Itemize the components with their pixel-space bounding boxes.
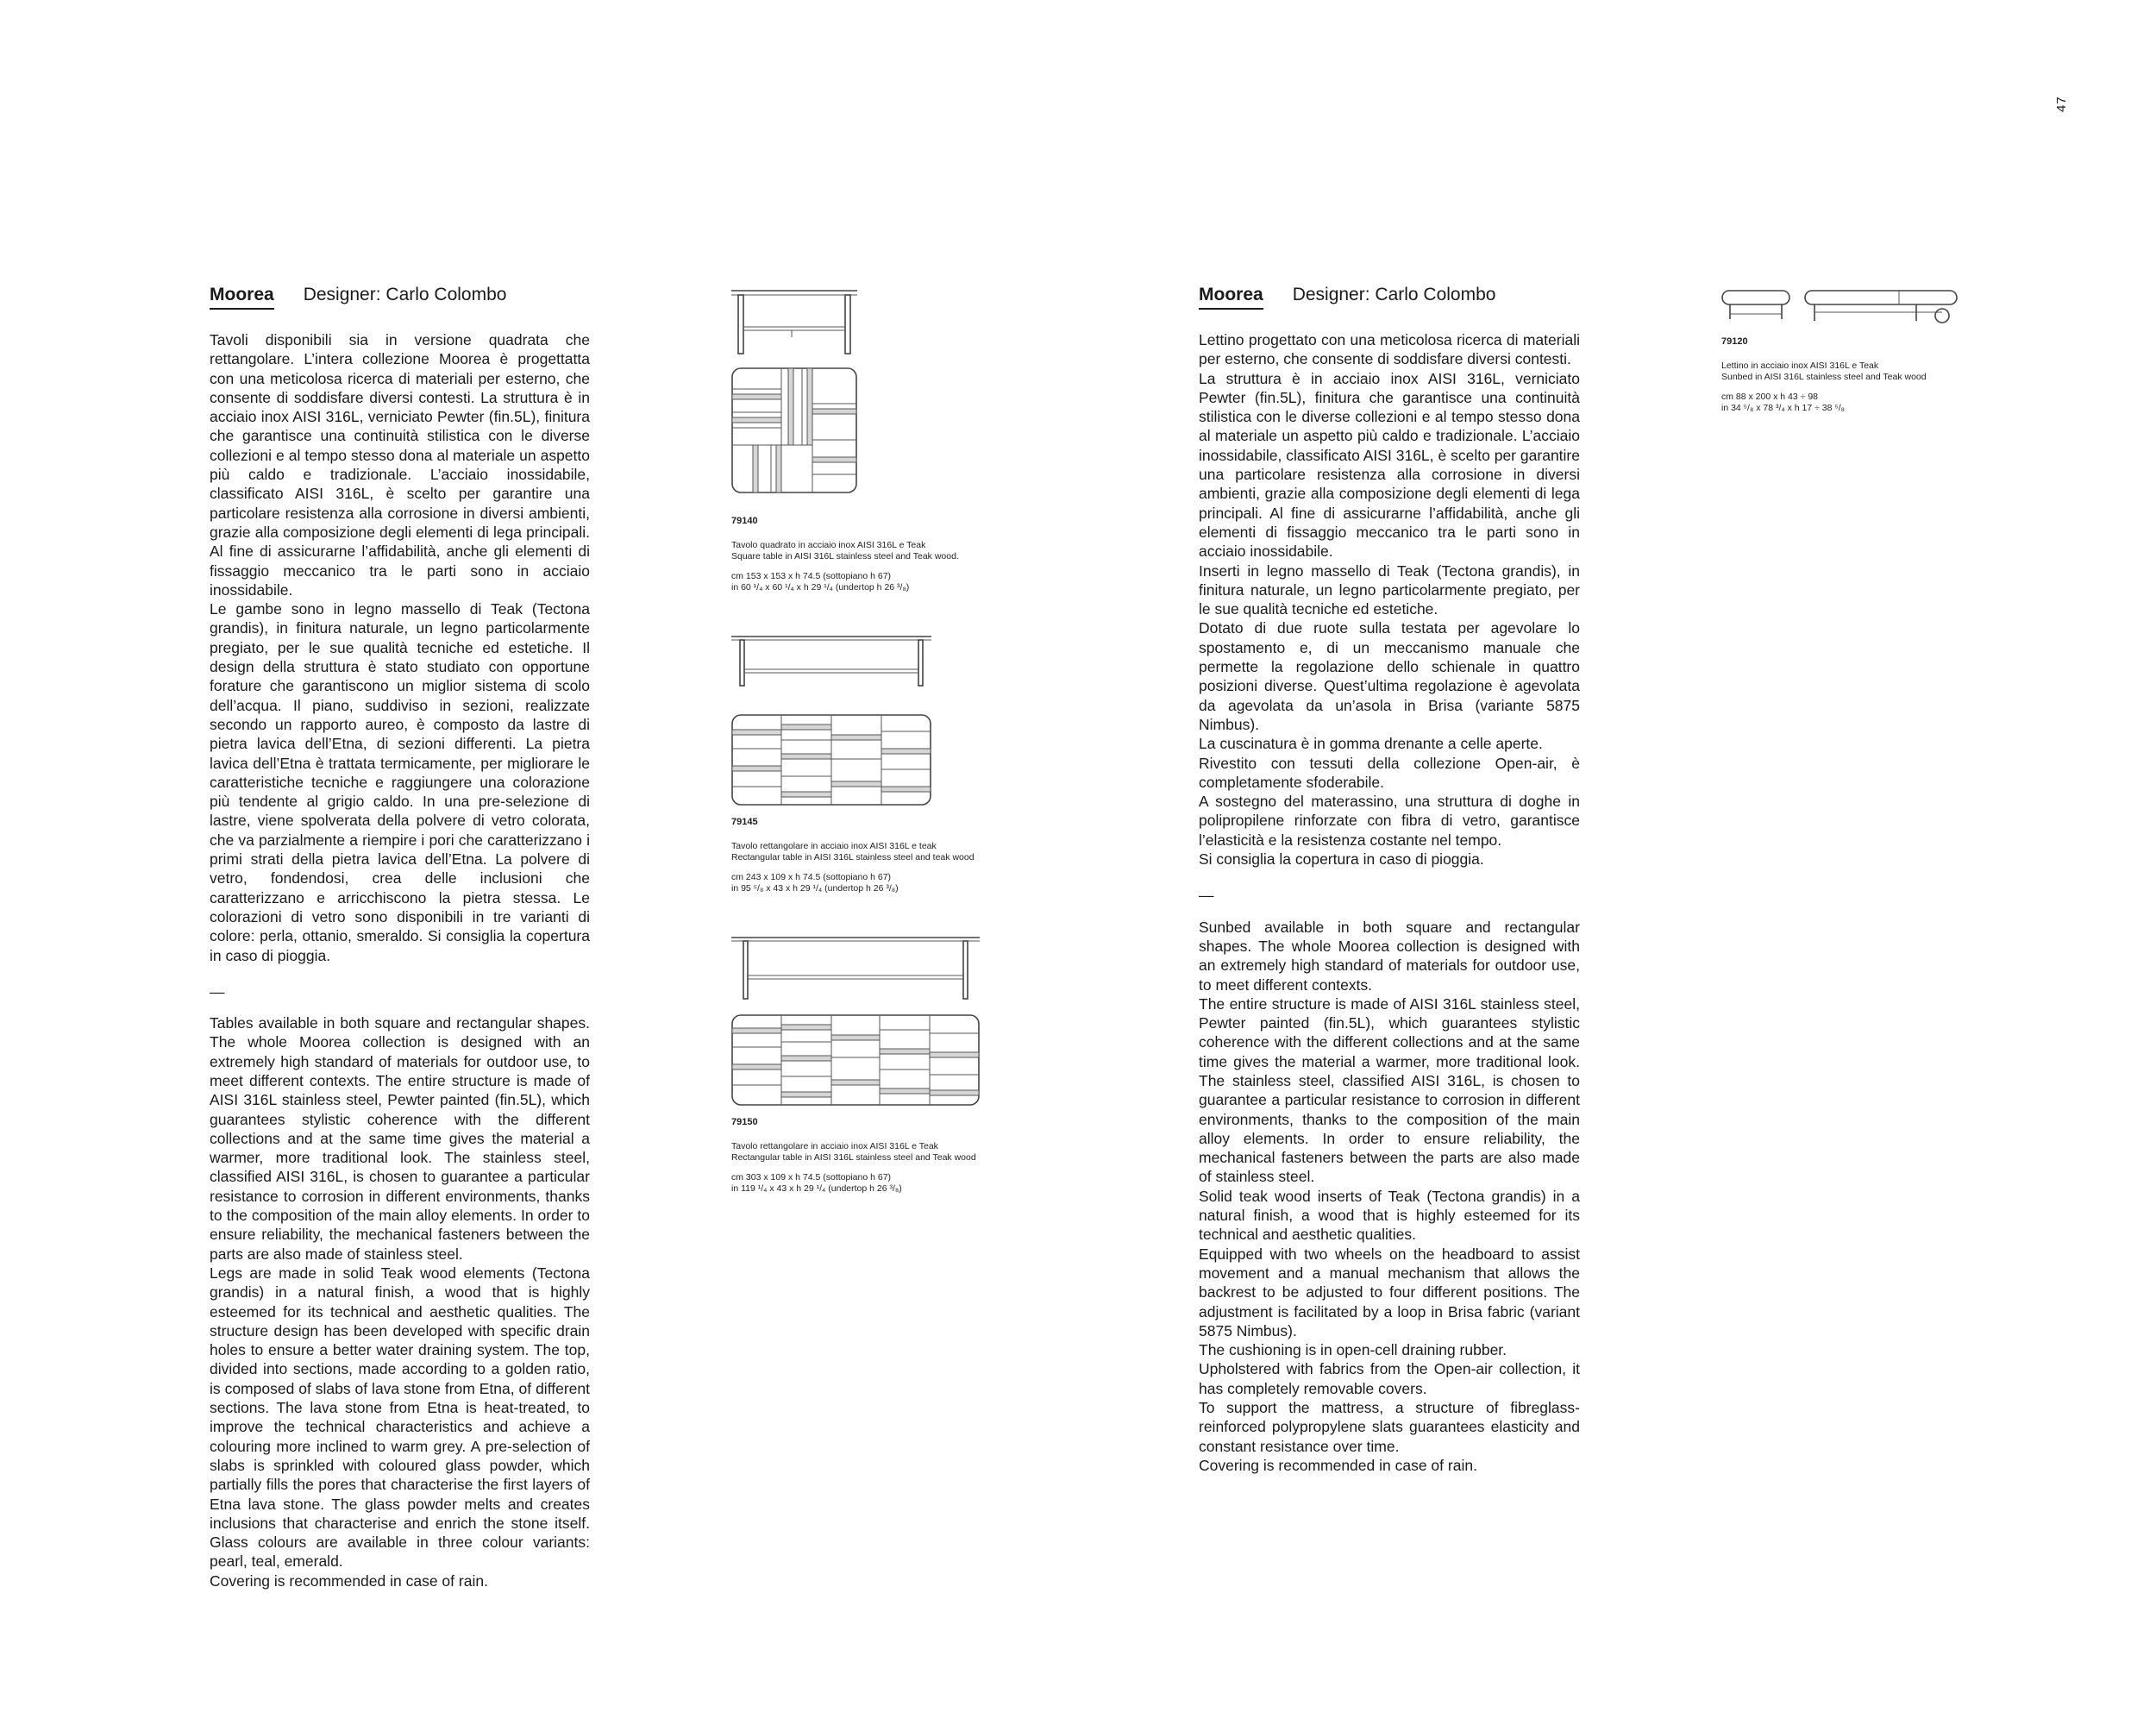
left-title-row: [210, 285, 506, 310]
it-paragraph: Inserti in legno massello di Teak (Tectona grandis), in finitura naturale, un legno particolarmente pregiato, per le sue qualità tecniche ed estetiche.: [1199, 561, 1580, 618]
en-paragraph: Covering is recommended in case of rain.: [210, 1571, 488, 1590]
product-code: 79140: [731, 516, 758, 526]
product-79150-info: [731, 1117, 976, 1195]
en-paragraph: Legs are made in solid Teak wood elements (Tectona grandis) in a natural finish, a wood that is highly esteemed for its technical and aesthetic qualities. The structure design has been developed with specific drain holes to ensure a better water draining system. The top, divided into sections, made according to a golden ratio, is composed of slabs of lava stone from Etna, of different sections. The lava stone from Etna is heat-treated, to improve the technical characteristics and achieve a colouring more inclined to warm grey. A pre-selection of slabs is sprinkled with coloured glass powder, which partially fills the pores that characterise the first layers of Etna lava stone. The glass powder melts and creates inclusions that characterise and enrich the stone itself. Glass colours are available in three colour variants: pearl, teal, emerald.: [210, 1264, 590, 1571]
product-desc-it: Tavolo rettangolare in acciaio inox AISI 316L e Teak: [731, 1140, 938, 1151]
product-desc-en: Square table in AISI 316L stainless steel and Teak wood.: [731, 551, 959, 561]
it-paragraph: La cuscinatura è in gomma drenante a celle aperte.: [1199, 735, 1543, 753]
right-text-column: [1199, 330, 1580, 1475]
product-dim-in: in 119 ¹/₄ x 43 x h 29 ¹/₄ (undertop h 26 ³/₈): [731, 1183, 902, 1194]
en-paragraph: Sunbed available in both square and rectangular shapes. The whole Moorea collection is designed with an extremely high standard of materials for outdoor use, to meet different contexts.: [1199, 918, 1580, 994]
en-paragraph: To support the mattress, a structure of fibreglass-reinforced polypropylene slats guarantees elasticity and constant resistance over time.: [1199, 1399, 1580, 1455]
language-separator: —: [1199, 887, 1214, 905]
product-dim-in: in 34 ⁵/₈ x 78 ³/₄ x h 17 ÷ 38 ⁵/₈: [1721, 403, 1846, 413]
product-79145-info: [731, 817, 975, 895]
product-dim-cm: cm 303 x 109 x h 74.5 (sottopiano h 67): [731, 1171, 892, 1182]
it-paragraph: Dotato di due ruote sulla testata per agevolare lo spostamento e, di un meccanismo manuale che permette la regolazione dello schienale in quattro posizioni diverse. Quest’ultima regolazione è agevolata da agevolata da un’asola in Brisa (variante 5875 Nimbus).: [1199, 619, 1580, 733]
product-desc-it: Lettino in acciaio inox AISI 316L e Teak: [1721, 360, 1879, 371]
sunbed-79120-side-view: [1804, 290, 1958, 324]
product-desc-it: Tavolo quadrato in acciaio inox AISI 316L e Teak: [731, 539, 926, 550]
table-79145-side-view: [731, 635, 931, 687]
it-paragraph: Lettino progettato con una meticolosa ricerca di materiali per esterno, che consente di soddisfare diversi contesti.: [1199, 331, 1580, 368]
product-desc-en: Sunbed in AISI 316L stainless steel and Teak wood: [1721, 372, 1927, 382]
product-code: 79150: [731, 1117, 758, 1127]
it-paragraph: A sostegno del materassino, una struttura di doghe in polipropilene rinforzate con fibra di vetro, garantisce l’elasticità e la resistenza costante nel tempo.: [1199, 793, 1580, 849]
page-number: 47: [2054, 96, 2069, 112]
product-code: 79145: [731, 817, 758, 827]
table-79140-side-view: [731, 289, 857, 354]
designer-credit: Designer: Carlo Colombo: [303, 285, 507, 304]
product-dim-in: in 95 ⁵/₈ x 43 x h 29 ¹/₄ (undertop h 26 ³/₈): [731, 883, 899, 894]
language-separator: —: [210, 982, 225, 1000]
product-79140-info: [731, 516, 959, 594]
designer-credit: Designer: Carlo Colombo: [1292, 285, 1496, 304]
collection-name: Moorea: [1199, 285, 1263, 310]
product-79120-info: [1721, 336, 1927, 415]
en-paragraph: The entire structure is made of AISI 316L stainless steel, Pewter painted (fin.5L), which guarantees stylistic coherence with the different collections and at the same time gives the material a warmer, more traditional look. The stainless steel, classified AISI 316L, is chosen to guarantee a particular resistance to corrosion in different environments, thanks to the composition of the main alloy elements. In order to ensure reliability, the mechanical fasteners between the parts are also made of stainless steel.: [1199, 994, 1580, 1186]
left-text-column: [210, 330, 590, 1590]
right-title-row: [1199, 285, 1495, 310]
en-paragraph: Equipped with two wheels on the headboard to assist movement and a manual mechanism that allows the backrest to be adjusted to four different positions. The adjustment is facilitated by a loop in Brisa fabric (variant 5875 Nimbus).: [1199, 1245, 1580, 1339]
product-desc-it: Tavolo rettangolare in acciaio inox AISI 316L e teak: [731, 840, 937, 851]
product-dim-in: in 60 ¹/₄ x 60 ¹/₄ x h 29 ¹/₄ (undertop h 26 ³/₈): [731, 582, 910, 593]
table-79145-top-view: [731, 714, 931, 806]
product-dim-cm: cm 88 x 200 x h 43 ÷ 98: [1721, 391, 1818, 402]
sunbed-79120-end-view: [1721, 290, 1790, 321]
product-desc-en: Rectangular table in AISI 316L stainless steel and teak wood: [731, 852, 975, 862]
table-79150-side-view: [731, 936, 980, 1000]
en-paragraph: The cushioning is in open-cell draining rubber.: [1199, 1341, 1507, 1359]
it-paragraph: Tavoli disponibili sia in versione quadrata che rettangolare. L’intera collezione Moorea è progettatta con una meticolosa ricerca di materiali per esterno, che consente di soddisfare diversi contesti. La struttura è in acciaio inox AISI 316L, verniciato Pewter (fin.5L), finitura che garantisce una continuità stilistica con le diverse collezioni e al tempo stesso dona al materiale un aspetto più caldo e tradizionale. L’acciaio inossidabile, classificato AISI 316L, è scelto per garantire una particolare resistenza alla corrosione in diversi ambienti, grazie alla composizione degli elementi di lega principali. Al fine di assicurarne l’affidabilità, anche gli elementi di fissaggio meccanico tra le parti sono in acciaio inossidabile.: [210, 331, 590, 599]
en-paragraph: Covering is recommended in case of rain.: [1199, 1456, 1477, 1474]
product-dim-cm: cm 243 x 109 x h 74.5 (sottopiano h 67): [731, 871, 892, 882]
en-paragraph: Upholstered with fabrics from the Open-air collection, it has completely removable covers.: [1199, 1360, 1580, 1397]
it-paragraph: Le gambe sono in legno massello di Teak (Tectona grandis), in finitura naturale, un legno particolarmente pregiato, per le sue qualità tecniche ed estetiche. Il design della struttura è stato studiato con opportune forature che garantiscono un miglior sistema di scolo dell’acqua. Il piano, suddiviso in sezioni, realizzate secondo un rapporto aureo, è composto da lastre di pietra lavica dell’Etna, di sezioni differenti. La pietra lavica dell’Etna è trattata termicamente, per migliorare le caratteristiche tecniche e raggiungere una colorazione più tendente al grigio caldo. In una pre-selezione di lastre, viene spolverata della polvere di vetro colorata, che va parzialmente a riempire i pori che caratterizzano i primi strati della pietra lavica dell’Etna. La polvere di vetro, fondendosi, crea delle inclusioni che caratterizzano e arricchiscono la pietra stessa. Le colorazioni di vetro sono disponibili in tre varianti di colore: perla, ottanio, smeraldo. Si consiglia la copertura in caso di pioggia.: [210, 600, 590, 964]
it-paragraph: Rivestito con tessuti della collezione Open-air, è completamente sfoderabile.: [1199, 754, 1580, 791]
product-desc-en: Rectangular table in AISI 316L stainless steel and Teak wood: [731, 1152, 976, 1163]
table-79140-top-view: [731, 367, 857, 493]
product-dim-cm: cm 153 x 153 x h 74.5 (sottopiano h 67): [731, 570, 892, 581]
it-paragraph: La struttura è in acciaio inox AISI 316L, verniciato Pewter (fin.5L), finitura che garantisce una continuità stilistica con le diverse collezioni e al tempo stesso dona al materiale un aspetto più caldo e tradizionale. L’acciaio inossidabile, classificato AISI 316L, è scelto per garantire una particolare resistenza alla corrosione in diversi ambienti, grazie alla composizione degli elementi di lega principali. Al fine di assicurarne l’affidabilità, anche gli elementi di fissaggio meccanico tra le parti sono in acciaio inossidabile.: [1199, 369, 1580, 561]
it-paragraph: Si consiglia la copertura in caso di pioggia.: [1199, 850, 1484, 869]
en-paragraph: Tables available in both square and rectangular shapes. The whole Moorea collection is designed with an extremely high standard of materials for outdoor use, to meet different contexts. The entire structure is made of AISI 316L stainless steel, Pewter painted (fin.5L), which guarantees stylistic coherence with the different collections and at the same time gives the material a warmer, more traditional look. The stainless steel, classified AISI 316L, is chosen to guarantee a particular resistance to corrosion in different environments, thanks to the composition of the main alloy elements. In order to ensure reliability, the mechanical fasteners between the parts are also made of stainless steel.: [210, 1014, 590, 1263]
en-paragraph: Solid teak wood inserts of Teak (Tectona grandis) in a natural finish, a wood that is highly esteemed for its technical and aesthetic qualities.: [1199, 1187, 1580, 1244]
table-79150-top-view: [731, 1014, 980, 1106]
collection-name: Moorea: [210, 285, 274, 310]
product-code: 79120: [1721, 336, 1748, 347]
